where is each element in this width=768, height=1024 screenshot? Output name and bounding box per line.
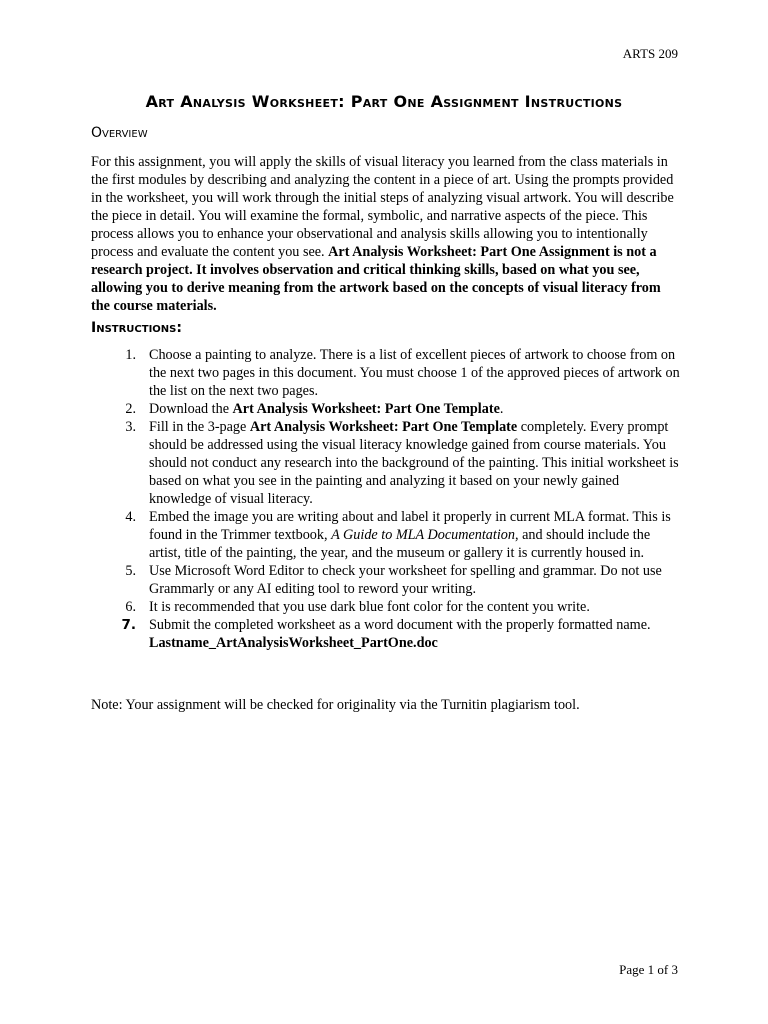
template-name: Art Analysis Worksheet: Part One Template [232,401,500,417]
list-text-part: . [499,401,504,417]
list-text-part: Fill in the 3-page [149,419,250,435]
list-item [91,616,683,652]
list-text-part: completely. Every prompt should be addressed using the visual literacy knowledge gained from course materials. You should not conduct any research into the background of the painting. This initial worksheet is based on what you see in the painting and analyzing it based on your newly gained knowledge of visual literacy. [149,419,679,507]
list-text: Use Microsoft Word Editor to check your worksheet for spelling and grammar. Do not use Grammarly or any AI editing tool to reword your writing. [149,563,662,597]
list-item [91,400,683,418]
overview-text-plain: For this assignment, you will apply the skills of visual literacy you learned from the class materials in the first modules by describing and analyzing the content in a piece of art. Using the prompts provided in the worksheet, you will work through the initial steps of analyzing visual artwork. You will describe the piece in detail. You will examine the formal, symbolic, and narrative aspects of the piece. This process allows you to enhance your observational and analysis skills allowing you to intentionally process and evaluate the content you see. [91,154,674,260]
list-item [91,598,683,616]
list-text-part: Submit the completed worksheet as a word document with the properly formatted name. [149,617,651,633]
filename-format: Lastname_ArtAnalysisWorksheet_PartOne.doc [149,635,438,651]
page-number: Page 1 of 3 [619,962,678,977]
list-text [136,616,683,652]
list-text-part: Download the [149,401,233,417]
instructions-heading: Instructions: [91,320,182,336]
list-item [91,562,683,598]
list-text [136,508,683,562]
page-title: Art Analysis Worksheet: Part One Assignment Instructions [145,92,623,111]
list-number: 1. [125,347,136,363]
list-number: 5. [125,563,136,579]
template-name: Art Analysis Worksheet: Part One Template [249,419,518,435]
originality-note: Note: Your assignment will be checked for originality via the Turnitin plagiarism tool. [91,697,580,713]
overview-paragraph [91,153,683,315]
book-title: A Guide to MLA Documentation [331,527,515,543]
list-text: Choose a painting to analyze. There is a list of excellent pieces of artwork to choose from on the next two pages in this document. You must choose 1 of the approved pieces of artwork on the list on the next two pages. [149,347,680,399]
list-number: 3. [125,419,136,435]
list-item [91,346,683,400]
list-item [91,418,683,508]
list-number: 4. [125,509,136,525]
list-number: 6. [125,599,136,615]
instructions-list [91,346,683,652]
list-number: 2. [125,401,136,417]
list-text-part: Embed the image you are writing about and label it properly in current MLA format. This is found in the Trimmer textbook, [149,509,671,543]
list-text [136,418,683,508]
list-text-part: , and should include the artist, title of the painting, the year, and the museum or gallery it is currently housed in. [149,527,651,561]
list-text: It is recommended that you use dark blue font color for the content you write. [149,599,590,615]
list-text [136,400,683,418]
list-number: 7. [121,617,136,633]
overview-text-bold: Art Analysis Worksheet: Part One Assignment is not a research project. It involves observation and critical thinking skills, based on what you see, allowing you to derive meaning from the artwork based on the concepts of visual literacy from the course materials. [91,244,661,314]
course-code: ARTS 209 [622,46,678,61]
list-item [91,508,683,562]
overview-heading: Overview [91,125,148,141]
